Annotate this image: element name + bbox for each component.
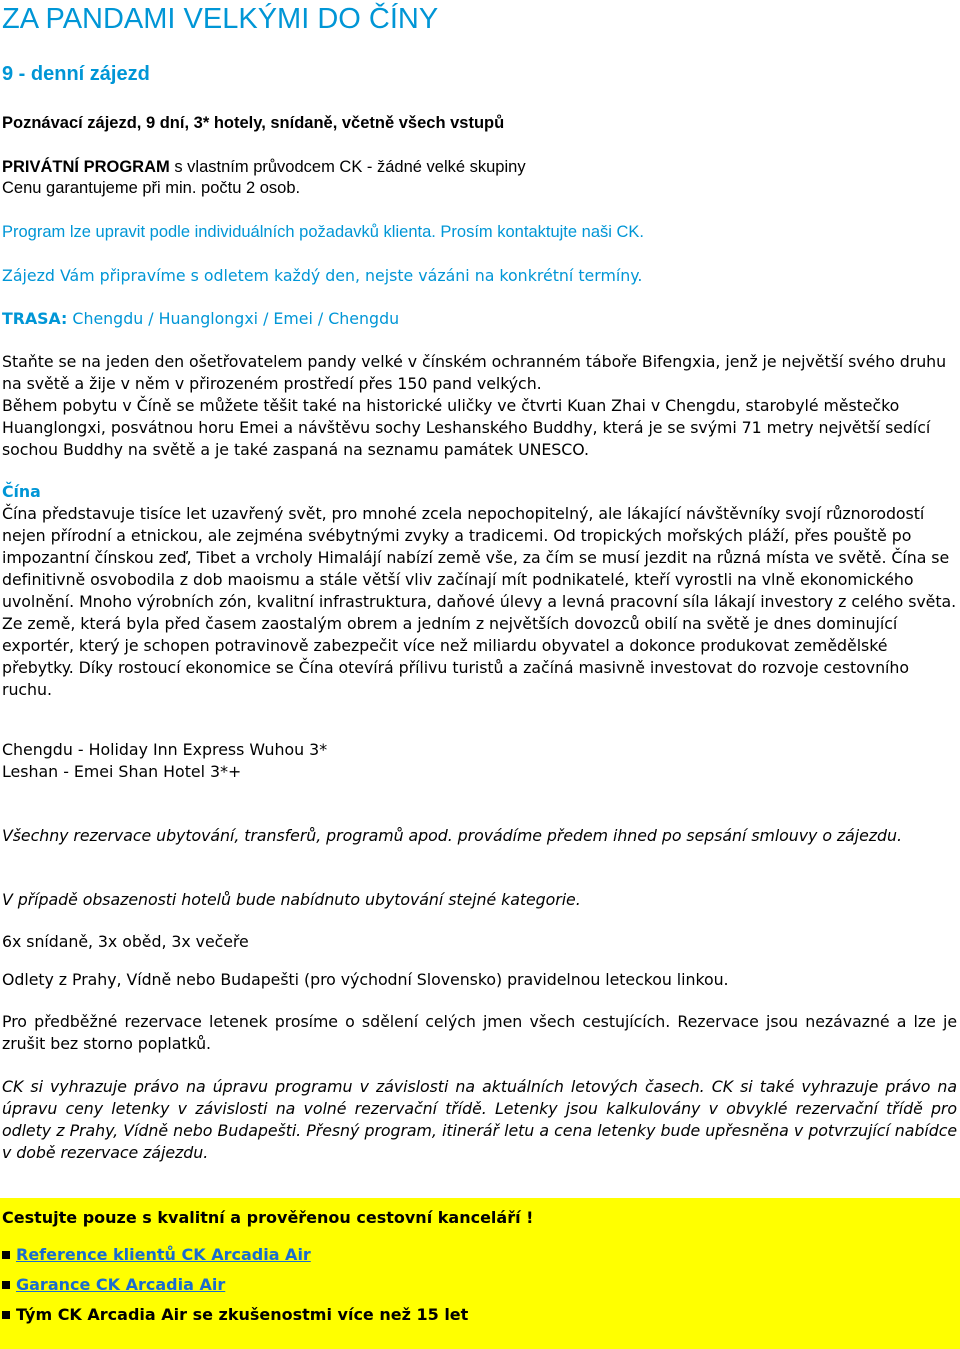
banner-item-references xyxy=(2,1244,311,1266)
banner-item-team xyxy=(2,1304,468,1326)
departures-note: Zájezd Vám připravíme s odletem každý den, nejste vázáni na konkrétní termíny. xyxy=(2,266,643,285)
customize-note: Program lze upravit podle individuálních požadavků klienta. Prosím kontaktujte naši CK. xyxy=(2,223,645,241)
team-experience-text: Tým CK Arcadia Air se zkušenostmi více než 15 let xyxy=(16,1305,469,1324)
references-link[interactable]: Reference klientů CK Arcadia Air xyxy=(16,1245,311,1264)
occupancy-note: V případě obsazenosti hotelů bude nabídnuto ubytování stejné kategorie. xyxy=(2,890,581,909)
description-paragraph-1: Staňte se na jeden den ošetřovatelem pandy velké v čínském ochranném táboře Bifengxia, jenž je největší svého druhu na světě a žije v něm v přirozeném prostředí přes 150 pand velkých. xyxy=(2,352,947,393)
private-program-label: PRIVÁTNÍ PROGRAM xyxy=(2,158,170,176)
bullet-square-icon xyxy=(2,1311,10,1319)
bullet-square-icon xyxy=(2,1251,10,1259)
page-title: ZA PANDAMI VELKÝMI DO ČÍNY xyxy=(2,3,439,35)
china-section xyxy=(2,481,957,701)
meals-note: 6x snídaně, 3x oběd, 3x večeře xyxy=(2,932,249,951)
quality-banner xyxy=(0,1198,960,1349)
description-paragraph-2: Během pobytu v Číně se můžete těšit také na historické uličky ve čtvrti Kuan Zhai v Chengdu, starobylé městečko Huanglongxi, posvátnou horu Emei a návštěvu sochy Leshanského Buddhy, která je se svými 71 metry největší sedící sochou Buddhy na světě a je také zaspaná na seznamu památek UNESCO. xyxy=(2,396,931,459)
price-guarantee-note: Cenu garantujeme při min. počtu 2 osob. xyxy=(2,179,301,197)
tour-length-subtitle: 9 - denní zájezd xyxy=(2,63,150,85)
hotel-chengdu: Chengdu - Holiday Inn Express Wuhou 3* xyxy=(2,740,328,759)
private-program-text: s vlastním průvodcem CK - žádné velké skupiny xyxy=(169,158,526,176)
route-value: Chengdu / Huanglongxi / Emei / Chengdu xyxy=(67,309,400,328)
banner-headline: Cestujte pouze s kvalitní a prověřenou cestovní kanceláří ! xyxy=(2,1208,534,1227)
china-text: Čína představuje tisíce let uzavřený svět, pro mnohé zcela nepochopitelný, ale lákající návštěvníky svojí různorodostí nejen přírodní a etnickou, ale zejména svébytnými zvyky a tradicemi. Od tropických mořských pláží, přes pouště po impozantní čínskou zeď, Tibet a vrcholy Himalájí nabízí země vše, za čím se musí jezdit na různá místa ve světě. Čína se definitivně osvobodila z dob maoismu a stále větší vliv začínají mít podnikatelé, kteří vyrostli na vlně ekonomického uvolnění. Mnoho výrobních zón, kvalitní infrastruktura, daňové úlevy a levná pracovní síla lákají investory z celého světa. Ze země, která byla před časem zaostalým obrem a jedním z největších dovozců obilí na světě je dnes dominující exportér, který je schopen potravinově zabezpečit více než miliardu obyvatel a dokonce produkovat zemědělské přebytky. Díky rostoucí ekonomice se Čína otevírá přílivu turistů a začíná masivně investovat do rozvoje cestovního ruchu. xyxy=(2,504,957,699)
tour-summary: Poznávací zájezd, 9 dní, 3* hotely, snídaně, včetně všech vstupů xyxy=(2,114,505,132)
private-program-line xyxy=(2,156,526,178)
route-line xyxy=(2,308,399,330)
hotel-leshan: Leshan - Emei Shan Hotel 3*+ xyxy=(2,762,242,781)
flights-note: Odlety z Prahy, Vídně nebo Budapešti (pro východní Slovensko) pravidelnou leteckou linkou. xyxy=(2,970,729,989)
tickets-note: Pro předběžné rezervace letenek prosíme o sdělení celých jmen všech cestujících. Rezervace jsou nezávazné a lze je zrušit bez storno poplatků. xyxy=(2,1012,957,1053)
banner-item-guarantee xyxy=(2,1274,225,1296)
guarantee-link[interactable]: Garance CK Arcadia Air xyxy=(16,1275,226,1294)
route-label: TRASA: xyxy=(2,309,68,328)
reservations-note: Všechny rezervace ubytování, transferů, programů apod. provádíme předem ihned po sepsání smlouvy o zájezdu. xyxy=(2,826,902,845)
changes-note: CK si vyhrazuje právo na úpravu programu v závislosti na aktuálních letových časech. CK si také vyhrazuje právo na úpravu ceny letenky v závislosti na volné rezervační třídě. Letenky jsou kalkulovány v obvyklé rezervační třídě pro odlety z Prahy, Vídně nebo Budapešti. Přesný program, itinerář letu a cena letenky bude upřesněna v potvrzující nabídce v době rezervace zájezdu. xyxy=(2,1077,957,1162)
china-heading: Čína xyxy=(2,482,41,501)
bullet-square-icon xyxy=(2,1281,10,1289)
